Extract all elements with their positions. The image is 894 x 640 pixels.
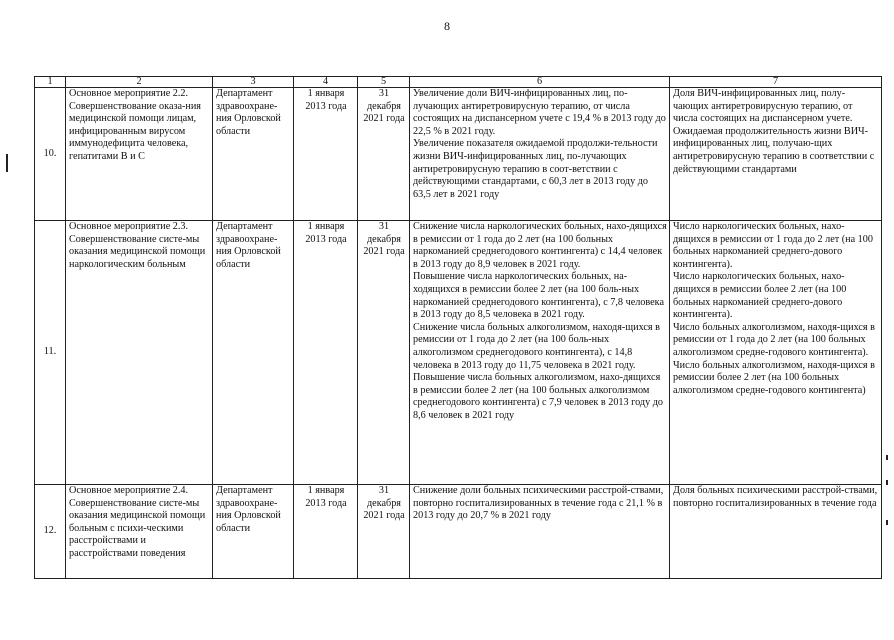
result-item: Снижение доли больных психическими расстрой-ствами, повторно госпитализированных в течение года с 21,1 % в 2013 году до 20,7 % в 2021 году <box>413 485 664 522</box>
column-number: 5 <box>358 77 410 88</box>
result-item: Повышение числа наркологических больных, на-ходящихся в ремиссии более 2 лет (на 100 боль-ных наркоманией среднегодового контингента), с 7,8 человека в 2013 году до 8,5 человека в 2021 году. <box>413 271 664 321</box>
activity-cell: Основное мероприятие 2.3. Совершенствование систе-мы оказания медицинской помощи наркологическим больным <box>66 221 213 485</box>
executor-cell: Департамент здравоохране-ния Орловской области <box>213 221 294 485</box>
column-number: 1 <box>35 77 66 88</box>
results-cell <box>410 221 670 485</box>
column-number: 2 <box>66 77 213 88</box>
result-item: Повышение числа больных алкоголизмом, нахо-дящихся в ремиссии более 2 лет (на 100 больных алкоголизмом среднегодового контингента) с 7,9 человек в 2013 году до 8,6 человек в 2021 году <box>413 372 663 421</box>
indicator-item: Число больных алкоголизмом, находя-щихся в ремиссии от 1 года до 2 лет (на 100 больных алкоголизмом средне-годового контингента). <box>673 321 875 358</box>
indicator-item: Доля больных психическими расстрой-ствами, повторно госпитализированных в течение года <box>673 485 878 509</box>
scan-mark-right-2 <box>886 480 888 485</box>
start-date-cell: 1 января 2013 года <box>294 221 358 485</box>
executor-cell: Департамент здравоохране-ния Орловской области <box>213 88 294 221</box>
scan-mark-left <box>6 154 8 172</box>
result-item: Снижение числа больных алкоголизмом, находя-щихся в ремиссии от 1 года до 2 лет (на 100 боль-ных алкоголизмом среднегодового контингента), с 14,8 человека в 2013 году до 11,75 человека в 2021 году. <box>413 321 660 371</box>
end-date-cell: 31 декабря 2021 года <box>358 88 410 221</box>
indicators-cell <box>670 88 882 221</box>
results-cell <box>410 485 670 579</box>
column-number: 7 <box>670 77 882 88</box>
column-number-row <box>35 77 882 88</box>
activity-cell: Основное мероприятие 2.2. Совершенствование оказа-ния медицинской помощи лицам, инфицированным вирусом иммунодефицита человека, гепатитами В и С <box>66 88 213 221</box>
column-number: 3 <box>213 77 294 88</box>
row-number: 10. <box>35 88 66 221</box>
row-number: 12. <box>35 485 66 579</box>
indicators-cell <box>670 485 882 579</box>
result-item: Увеличение показателя ожидаемой продолжи-тельности жизни ВИЧ-инфицированных лиц, по-лучающих антиретровирусную терапию в соот-ветствии с действующими стандартами, с 60,3 лет в 2013 году до 63,5 лет в 2021 году <box>413 138 658 200</box>
indicator-item: Число наркологических больных, нахо-дящихся в ремиссии более 2 лет (на 100 больных наркоманией среднего-дового контингента). <box>673 271 847 321</box>
indicator-item: Ожидаемая продолжительность жизни ВИЧ-инфицированных лиц, получаю-щих антиретровирусную терапию в соответствии с действующими стандартами <box>673 125 875 175</box>
indicator-item: Доля ВИЧ-инфицированных лиц, полу-чающих антиретровирусную терапию, от числа состоящих на диспансерном учете. <box>673 88 853 125</box>
result-item: Снижение числа наркологических больных, нахо-дящихся в ремиссии от 1 года до 2 лет (на 100 больных наркоманией среднегодового контингента) с 14,4 человек в 2013 году до 8,9 человек в 2021 году. <box>413 221 667 270</box>
scan-mark-right-3 <box>886 520 888 525</box>
indicator-item: Число наркологических больных, нахо-дящихся в ремиссии от 1 года до 2 лет (на 100 больных наркоманией среднего-дового контингента). <box>673 221 873 270</box>
end-date-cell: 31 декабря 2021 года <box>358 221 410 485</box>
program-activities-table <box>34 76 882 579</box>
table-row <box>35 88 882 221</box>
results-cell <box>410 88 670 221</box>
table-row <box>35 485 882 579</box>
column-number: 4 <box>294 77 358 88</box>
activity-cell: Основное мероприятие 2.4. Совершенствование систе-мы оказания медицинской помощи больным с психи-ческими расстройствами и расстройствами поведения <box>66 485 213 579</box>
end-date-cell: 31 декабря 2021 года <box>358 485 410 579</box>
start-date-cell: 1 января 2013 года <box>294 88 358 221</box>
table-row <box>35 221 882 485</box>
scan-mark-right-1 <box>886 455 888 460</box>
result-item: Увеличение доли ВИЧ-инфицированных лиц, по-лучающих антиретровирусную терапию, от числа состоящих на диспансерном учете с 19,4 % в 2013 году до 22,5 % в 2021 году. <box>413 88 666 137</box>
executor-cell: Департамент здравоохране-ния Орловской области <box>213 485 294 579</box>
start-date-cell: 1 января 2013 года <box>294 485 358 579</box>
row-number: 11. <box>35 221 66 485</box>
indicator-item: Число больных алкоголизмом, находя-щихся в ремиссии более 2 лет (на 100 больных алкоголизмом средне-годового контингента) <box>673 359 875 396</box>
indicators-cell <box>670 221 882 485</box>
page-number: 8 <box>444 19 450 33</box>
column-number: 6 <box>410 77 670 88</box>
